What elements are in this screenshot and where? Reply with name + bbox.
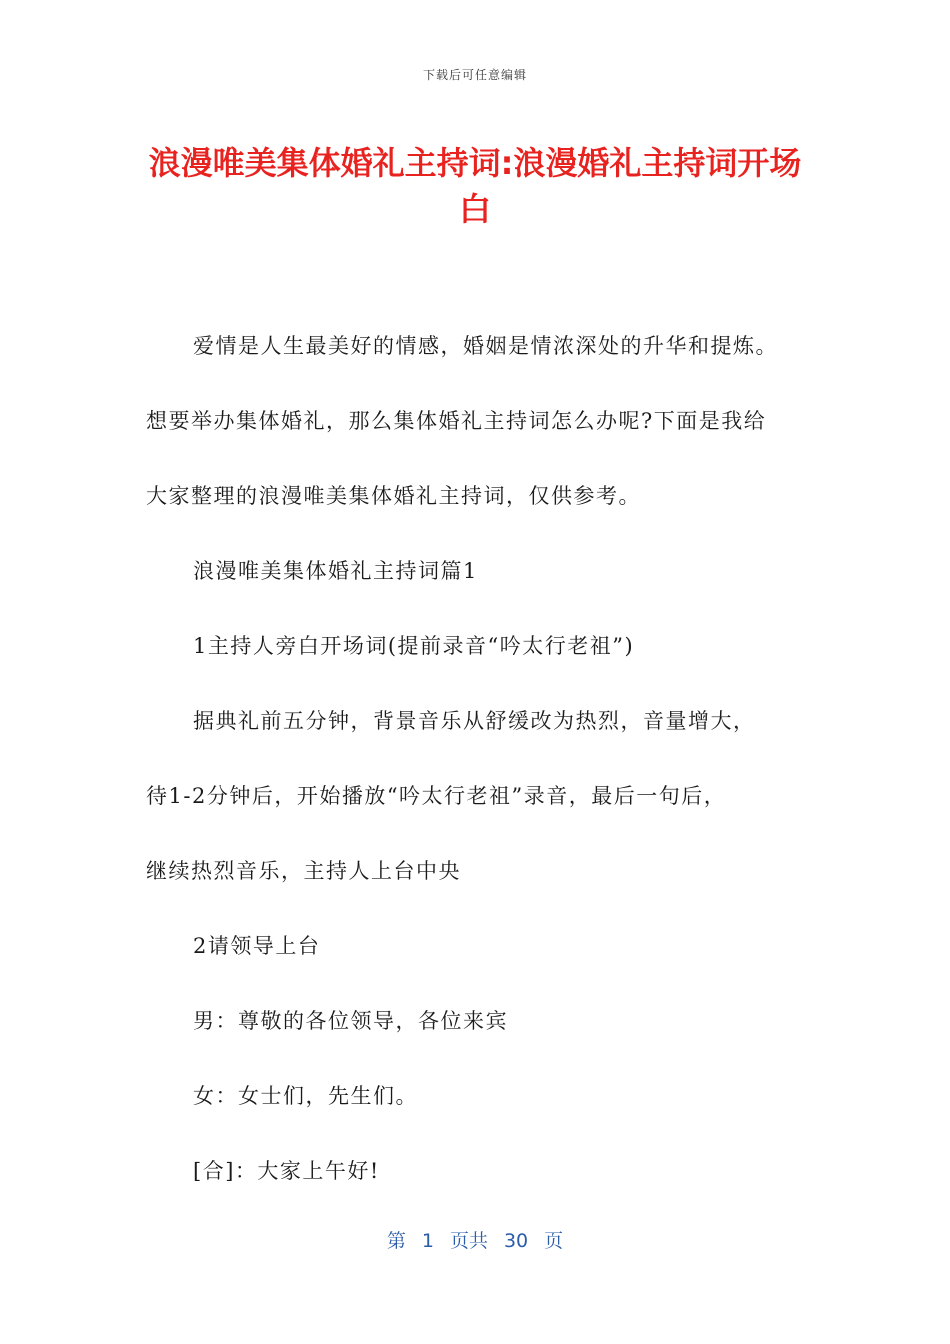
- paragraph-line: 女：女士们，先生们。: [193, 1084, 418, 1108]
- document-title: 浪漫唯美集体婚礼主持词:浪漫婚礼主持词开场白: [148, 144, 802, 228]
- paragraph-line: 据典礼前五分钟，背景音乐从舒缓改为热烈，音量增大，: [193, 709, 756, 733]
- paragraph-line: 2请领导上台: [193, 934, 321, 958]
- page-prefix: 第: [386, 1230, 406, 1252]
- page-footer: [0, 1226, 950, 1253]
- page-number: 1: [421, 1230, 434, 1252]
- paragraph-line: 1主持人旁白开场词(提前录音“吟太行老祖”): [193, 634, 635, 658]
- paragraph-line: 大家整理的浪漫唯美集体婚礼主持词，仅供参考。: [146, 484, 641, 508]
- paragraph-line: 继续热烈音乐，主持人上台中央: [146, 859, 461, 883]
- header-note: 下载后可任意编辑: [422, 68, 527, 82]
- page-suffix: 页: [544, 1230, 564, 1252]
- paragraph-line: 男：尊敬的各位领导，各位来宾: [193, 1009, 508, 1033]
- page-total: 30: [503, 1230, 529, 1252]
- paragraph-line: 待1-2分钟后，开始播放“吟太行老祖”录音，最后一句后，: [146, 784, 727, 808]
- paragraph-line: 爱情是人生最美好的情感，婚姻是情浓深处的升华和提炼。: [193, 334, 778, 358]
- paragraph-line: [合]：大家上午好!: [193, 1159, 380, 1183]
- paragraph-line: 想要举办集体婚礼，那么集体婚礼主持词怎么办呢?下面是我给: [146, 409, 767, 433]
- section-heading: 浪漫唯美集体婚礼主持词篇1: [193, 559, 478, 583]
- page-mid: 页共: [449, 1230, 488, 1252]
